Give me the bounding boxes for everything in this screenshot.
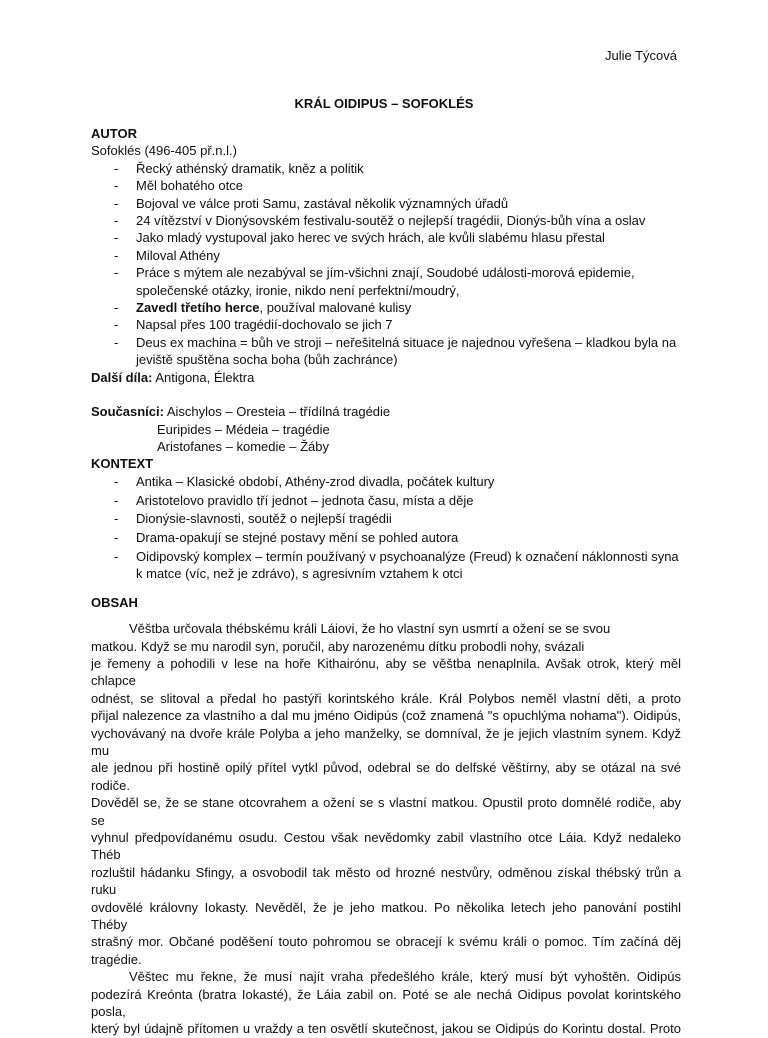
list-item-text: Dionýsie-slavnosti, soutěž o nejlepší tragédii — [136, 511, 392, 527]
list-item — [91, 264, 681, 299]
paragraph-line: tragédie. — [91, 951, 142, 967]
paragraph-line: strašný mor. Občané poděšení touto pohromou se obracejí k svému králi o pomoc. Tím začíná děj — [91, 934, 681, 950]
paragraph-line: ale jednou při hostině opilý přítel vytkl původ, odebral se do delfské věštírny, aby se otázal na své rodiče. — [91, 760, 681, 793]
paragraph-line: přijal nalezence za vlastního a dal mu jméno Oidipús (což znamená "s opuchlýma nohama"). Oidipús, — [91, 708, 681, 724]
author-bullet-list — [91, 160, 681, 369]
contemporaries-item: Euripides – Médeia – tragédie — [157, 421, 330, 437]
list-item-bold-text: Zavedl třetího herce — [136, 300, 260, 316]
paragraph-line: vychovávaný na dvoře krále Polyba a jeho manželky, se domníval, že je jejich vlastním synem. Když mu — [91, 725, 681, 758]
list-item — [91, 492, 681, 509]
list-item-text: Řecký athénský dramatik, kněz a politik — [136, 160, 364, 176]
list-item-text: Drama-opakují se stejné postavy mění se pohled autora — [136, 530, 459, 546]
paragraph-line: je řemeny a pohodili v lese na hoře Kithairónu, aby se věštba nenaplnila. Avšak otrok, který měl chlapce — [91, 655, 681, 689]
list-item-continuation: jeviště spuštěna socha boha (bůh zachránce) — [136, 352, 398, 368]
section-heading-autor: AUTOR — [91, 126, 137, 141]
list-item — [91, 229, 681, 246]
list-item-text: Deus ex machina = bůh ve stroji – neřešitelná situace je najednou vyřešena – kladkou byla na — [136, 334, 677, 350]
paragraph-line: Věštba určovala thébskému králi Láiovi, že ho vlastní syn usmrtí a ožení se se svou — [129, 621, 611, 637]
list-item — [91, 160, 681, 177]
document-title: KRÁL OIDIPUS – SOFOKLÉS — [294, 96, 474, 111]
list-item-text: Jako mladý vystupoval jako herec ve svých hrách, ale kvůli slabému hlasu přestal — [136, 230, 605, 246]
list-item-text: , používal malované kulisy — [259, 300, 412, 316]
list-item-continuation: k matce (víc, než je zdrávo), s agresivním vztahem k otci — [136, 566, 463, 582]
list-item — [91, 247, 681, 264]
paragraph-line: matkou. Když se mu narodil syn, poručil, aby narozenému dítku probodli nohy, svázali — [91, 638, 585, 654]
summary-paragraph-2 — [91, 968, 681, 1038]
list-item — [91, 177, 681, 194]
list-item — [91, 299, 681, 316]
paragraph-line: Věštec mu řekne, že musí najít vraha předešlého krále, který musí být vyhoštěn. Oidipús — [129, 969, 681, 985]
list-item-text: 24 vítězství v Dionýsovském festivalu-soutěž o nejlepší tragédii, Dionýs-bůh vína a oslav — [136, 213, 646, 229]
section-heading-obsah: OBSAH — [91, 594, 138, 610]
list-item-text: Bojoval ve válce proti Samu, zastával několik významných úřadů — [136, 195, 509, 211]
author-name-line: Sofoklés (496-405 př.n.l.) — [91, 143, 237, 159]
paragraph-line: který byl údajně přítomen u vraždy a ten osvětlí skutečnost, jakou se Oidipús do Korintu dostal. Proto — [91, 1021, 681, 1037]
paragraph-line: ovdovělé královny Iokasty. Nevěděl, že je jeho matkou. Po několika letech jeho panování postihl Théby — [91, 899, 681, 933]
contemporaries-item: Aischylos – Oresteia – třídílná tragédie — [163, 404, 391, 420]
list-item — [91, 473, 681, 490]
paragraph-line: vyhnul předpovídanému osudu. Cestou však nevědomky zabil vlastního otce Láia. Když nedaleko Théb — [91, 830, 681, 863]
list-item — [91, 212, 681, 229]
other-works-line — [91, 369, 681, 386]
context-bullet-list — [91, 473, 681, 583]
paragraph-line: rozluštil hádanku Sfingy, a osvobodil tak město od hrozné nestvůry, odměnou získal thébský trůn a ruku — [91, 864, 681, 898]
list-item — [91, 548, 681, 583]
list-item — [91, 316, 681, 333]
list-item-text: Antika – Klasické období, Athény-zrod divadla, počátek kultury — [136, 473, 495, 489]
list-item-continuation: společenské otázky, ironie, nikdo není perfektní/moudrý, — [136, 282, 460, 298]
list-item — [91, 510, 681, 527]
contemporaries-item: Aristofanes – komedie – Žáby — [157, 438, 329, 454]
paragraph-line: odnést, se slitoval a předal ho pastýři korintského krále. Král Polybos neměl vlastní děti, a proto — [91, 690, 681, 706]
list-item-text: Měl bohatého otce — [136, 178, 243, 194]
other-works-label: Další díla: — [91, 369, 153, 385]
list-item-text: Oidipovský komplex – termín používaný v psychoanalýze (Freud) k označení náklonnosti syna — [136, 548, 679, 564]
paragraph-line: podezírá Kreónta (bratra Iokasté), že Láia zabil on. Poté se ale nechá Oidipus povolat korintského posla, — [91, 986, 681, 1020]
section-heading-kontext: KONTEXT — [91, 456, 154, 472]
list-item — [91, 334, 681, 369]
contemporaries-label: Současníci: — [91, 404, 164, 420]
list-item — [91, 529, 681, 546]
summary-paragraph-1 — [91, 620, 681, 968]
spacer — [91, 386, 681, 403]
list-item-text: Napsal přes 100 tragédií-dochovalo se jich 7 — [136, 317, 393, 333]
author-name: Julie Týcová — [604, 48, 677, 63]
list-item — [91, 195, 681, 212]
paragraph-line: Dověděl se, že se stane otcovrahem a ožení se s vlastní matkou. Opustil proto domnělé rodiče, aby se — [91, 795, 681, 828]
document-body — [91, 125, 681, 1038]
list-item-text: Miloval Athény — [136, 247, 220, 263]
other-works-text: Antigona, Élektra — [152, 369, 255, 385]
contemporaries-line — [91, 403, 681, 420]
list-item-text: Práce s mýtem ale nezabýval se jím-všichni znají, Soudobé události-morová epidemie, — [136, 265, 635, 281]
list-item-text: Aristotelovo pravidlo tří jednot – jednota času, místa a děje — [136, 492, 474, 508]
